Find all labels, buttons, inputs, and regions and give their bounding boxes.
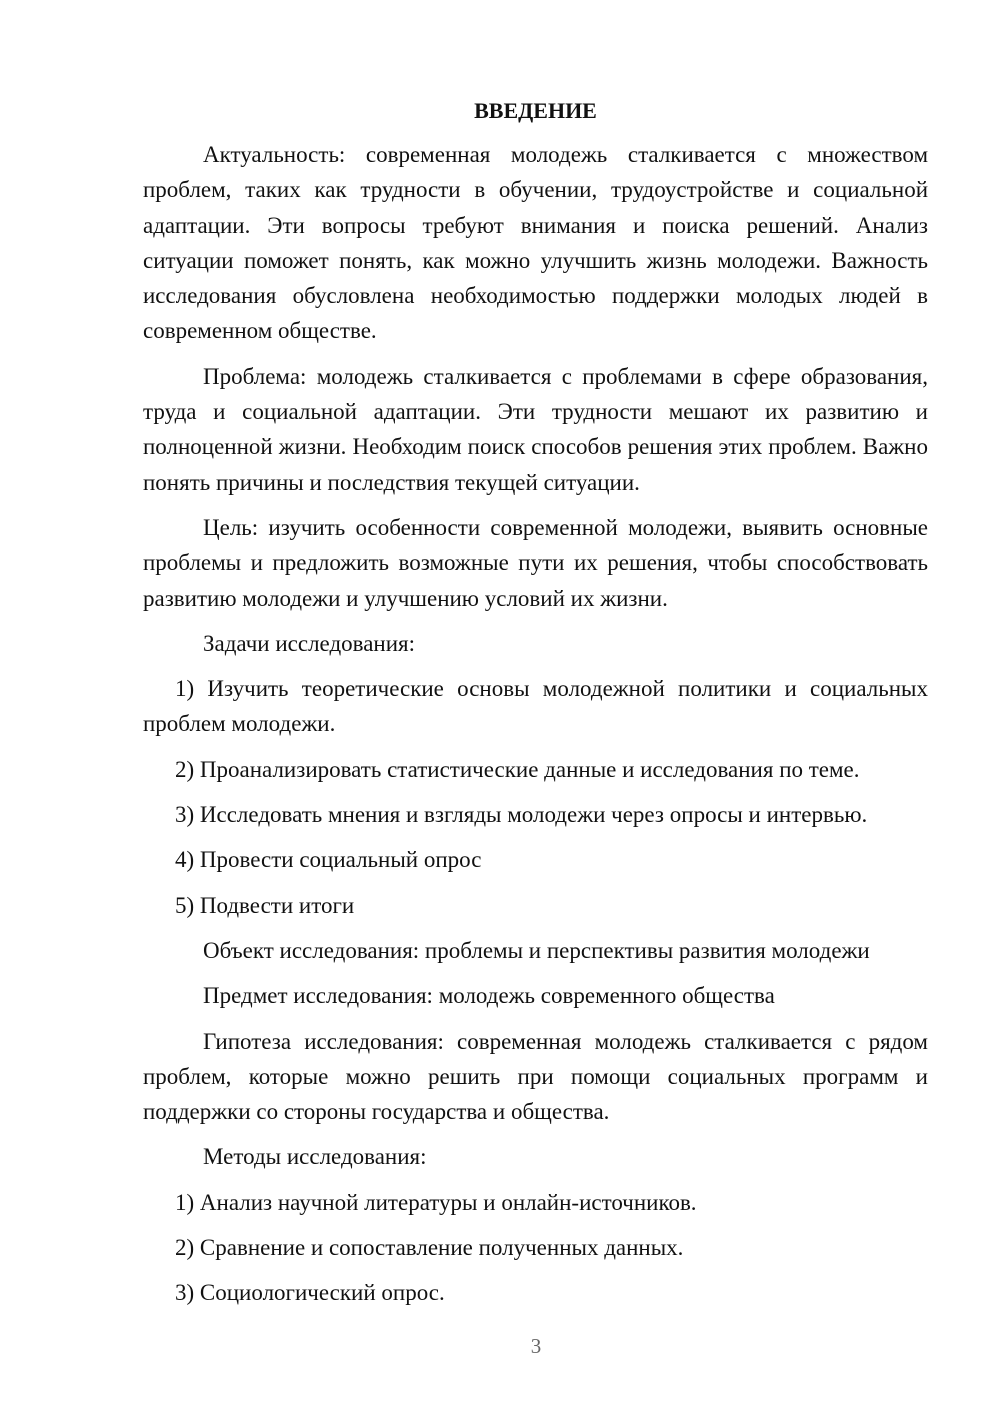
section-title: ВВЕДЕНИЕ xyxy=(474,98,597,123)
task-item: 3) Исследовать мнения и взгляды молодежи через опросы и интервью. xyxy=(175,802,868,828)
methods-list xyxy=(143,1185,928,1311)
method-item: 1) Анализ научной литературы и онлайн-источников. xyxy=(175,1189,697,1215)
paragraph-problem: Проблема: молодежь сталкивается с проблемами в сфере образования, труда и социальной адаптации. Эти трудности мешают их развитию и полноценной жизни. Необходим поиск способов решения этих проблем. Важно понять причины и последствия текущей ситуации. xyxy=(143,363,928,495)
page-number: 3 xyxy=(530,1334,542,1358)
task-item: 5) Подвести итоги xyxy=(175,892,355,918)
method-item: 3) Социологический опрос. xyxy=(175,1280,445,1306)
document-body xyxy=(143,96,928,1321)
task-item: 4) Провести социальный опрос xyxy=(175,847,482,873)
paragraph-relevance: Актуальность: современная молодежь сталкивается с множеством проблем, таких как трудности в обучении, трудоустройстве и социальной адаптации. Эти вопросы требуют внимания и поиска решений. Анализ ситуации поможет понять, как можно улучшить жизнь молодежи. Важность исследования обусловлена необходимостью поддержки молодых людей в современном обществе. xyxy=(143,142,928,344)
paragraph-hypothesis: Гипотеза исследования: современная молодежь сталкивается с рядом проблем, которые можно решить при помощи социальных программ и поддержки со стороны государства и общества. xyxy=(143,1028,928,1125)
task-item: 2) Проанализировать статистические данные и исследования по теме. xyxy=(175,756,860,782)
method-item: 2) Сравнение и сопоставление полученных данных. xyxy=(175,1235,684,1261)
methods-heading: Методы исследования: xyxy=(203,1144,427,1170)
paragraph-object: Объект исследования: проблемы и перспективы развития молодежи xyxy=(203,937,870,963)
task-item: 1) Изучить теоретические основы молодежной политики и социальных проблем молодежи. xyxy=(143,676,928,737)
tasks-heading: Задачи исследования: xyxy=(203,630,416,656)
paragraph-subject: Предмет исследования: молодежь современного общества xyxy=(203,983,775,1009)
paragraph-goal: Цель: изучить особенности современной молодежи, выявить основные проблемы и предложить возможные пути их решения, чтобы способствовать развитию молодежи и улучшению условий их жизни. xyxy=(143,514,928,611)
tasks-list xyxy=(143,671,928,923)
